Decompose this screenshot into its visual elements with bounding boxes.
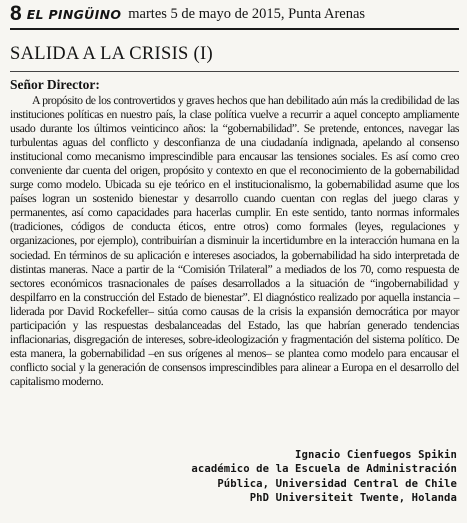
article-title: SALIDA A LA CRISIS (I)	[10, 44, 213, 64]
publication-name: EL PINGÜINO	[26, 6, 122, 22]
issue-date-line: martes 5 de mayo de 2015, Punta Arenas	[128, 5, 366, 22]
page-number: 8	[10, 2, 21, 25]
author-title: académico de la Escuela de Administración	[191, 463, 457, 476]
author-degree: PhD Universiteit Twente, Holanda	[249, 492, 457, 505]
author-institution: Pública, Universidad Central de Chile	[217, 477, 457, 490]
author-name: Ignacio Cienfuegos Spikin	[295, 449, 457, 461]
letter-body: A propósito de los controvertidos y graves hechos que han debilitado aún más la credibilidad de las instituciones políticas en nuestro país, la clase política vuelve a recurrir a aquel concepto ampliamente usado durante los últimos veinticinco años: la “gobernabilidad”. Se pretende, entonces, navegar las turbulentas aguas del conflicto y desconfianza de una ciudadanía indignada, apelando al consenso institucional como mecanismo imprescindible para encausar las tensiones sociales. Es así como creo conveniente dar cuenta del origen, propósito y contexto en que el reconocimiento de la gobernabilidad surge como modelo. Ubicada su eje teórico en el institucionalismo, la gobernabilidad asume que los países logran un sostenido bienestar y desarrollo cuando cuentan con reglas del juego claras y permanentes, así como capacidades para hacerlas cumplir. En este sentido, tanto normas informales (tradiciones, códigos de conducta éticos, entre otros) como formales (leyes, regulaciones y organizaciones, por ejemplo), contribuirían a disminuir la incertidumbre en la interacción humana en la sociedad. En términos de su aplicación e intereses asociados, la gobernabilidad ha sido interpretada de distintas maneras. Nace a partir de la “Comisión Trilateral” a mediados de los 70, como respuesta de sectores económicos trasnacionales de países desarrollados a la situación de “ingobernabilidad y despilfarro en la construcción del Estado de bienestar”. El diagnóstico realizado por aquella instancia –liderada por David Rockefeller– sitúa como causas de la crisis la expansión democrática por mayor participación y las respuestas desbalanceadas del Estado, las que habrían generado tendencias inflacionarias, disgregación de intereses, sobre-ideologización y fragmentación del sistema político. De esta manera, la gobernabilidad –en sus orígenes al menos– se plantea como modelo para encausar el conflicto social y la generación de consensos imprescindibles para alinear a Europa en el desarrollo del capitalismo moderno.	[10, 93, 459, 388]
letter-signature	[191, 448, 457, 506]
title-divider	[10, 71, 459, 72]
letter-salutation: Señor Director:	[10, 77, 100, 92]
page-header	[10, 0, 459, 30]
